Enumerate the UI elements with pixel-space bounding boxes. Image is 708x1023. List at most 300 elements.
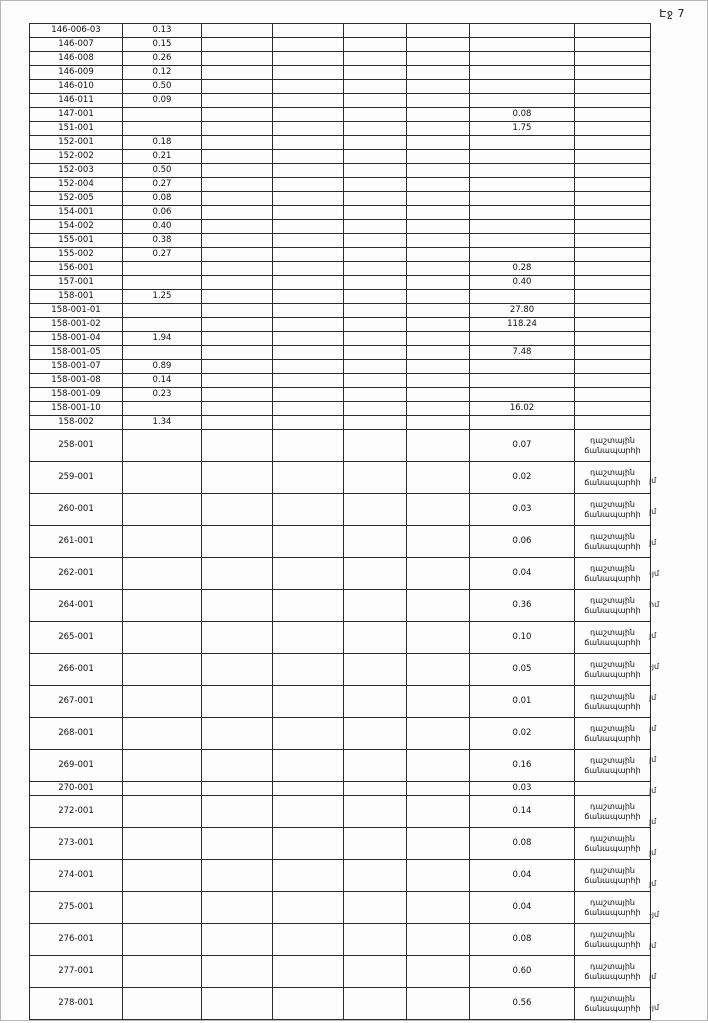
note-line-1: դաշտային [590, 898, 635, 908]
cell-amount [470, 206, 575, 220]
cell-value-2 [202, 290, 273, 304]
cell-value-2 [202, 360, 273, 374]
margin-mark: յմ [649, 941, 657, 950]
cell-value-5 [407, 122, 470, 136]
table-row[interactable] [30, 924, 651, 956]
cell-value-4 [344, 416, 407, 430]
note-line-1: դաշտային [590, 660, 635, 670]
cell-value-3 [273, 206, 344, 220]
margin-mark: յմ [649, 507, 657, 516]
table-row[interactable] [30, 860, 651, 892]
cell-note [575, 374, 651, 388]
cell-amount [470, 94, 575, 108]
cell-note [575, 956, 651, 988]
cell-value-5 [407, 332, 470, 346]
cell-value-5 [407, 52, 470, 66]
cell-amount [470, 150, 575, 164]
cell-value-4 [344, 66, 407, 80]
cell-note [575, 206, 651, 220]
cell-value-3 [273, 290, 344, 304]
cell-code: 268-001 [30, 718, 123, 750]
cell-value-3 [273, 38, 344, 52]
cell-value-4 [344, 332, 407, 346]
cell-value-3 [273, 192, 344, 206]
cell-value-4 [344, 94, 407, 108]
cell-value-1: 0.38 [123, 234, 202, 248]
cell-value-5 [407, 164, 470, 178]
cell-value-3 [273, 262, 344, 276]
table-row[interactable] [30, 192, 651, 206]
cell-value-3 [273, 122, 344, 136]
table-row[interactable] [30, 38, 651, 52]
cell-note [575, 108, 651, 122]
cell-value-3 [273, 276, 344, 290]
table-row[interactable] [30, 988, 651, 1020]
cell-value-3 [273, 686, 344, 718]
cell-value-1 [123, 318, 202, 332]
cell-note [575, 38, 651, 52]
cell-code: 259-001 [30, 462, 123, 494]
cell-value-3 [273, 494, 344, 526]
cell-value-2 [202, 654, 273, 686]
cell-value-3 [273, 66, 344, 80]
cell-amount: 0.01 [470, 686, 575, 718]
cell-value-3 [273, 718, 344, 750]
note-line-1: դաշտային [590, 628, 635, 638]
cell-value-4 [344, 374, 407, 388]
margin-mark: յմ [649, 786, 657, 795]
note-line-2: ճանապարհի [584, 541, 641, 551]
cell-code: 146-007 [30, 38, 123, 52]
table-row[interactable] [30, 304, 651, 318]
table-row[interactable] [30, 108, 651, 122]
cell-value-3 [273, 416, 344, 430]
cell-amount [470, 80, 575, 94]
cell-value-2 [202, 782, 273, 796]
cell-value-4 [344, 346, 407, 360]
table-row[interactable] [30, 150, 651, 164]
cell-value-4 [344, 318, 407, 332]
table-row[interactable] [30, 234, 651, 248]
cell-value-5 [407, 206, 470, 220]
cell-amount [470, 52, 575, 66]
cell-note [575, 526, 651, 558]
cell-value-4 [344, 796, 407, 828]
cell-code: 152-001 [30, 136, 123, 150]
table-row[interactable] [30, 52, 651, 66]
cell-value-5 [407, 150, 470, 164]
cell-code: 152-003 [30, 164, 123, 178]
cell-amount: 16.02 [470, 402, 575, 416]
cell-value-2 [202, 66, 273, 80]
cell-value-4 [344, 388, 407, 402]
note-line-2: ճանապարհի [584, 637, 641, 647]
cell-code: 158-001-02 [30, 318, 123, 332]
cell-value-4 [344, 178, 407, 192]
cell-value-3 [273, 332, 344, 346]
cell-code: 261-001 [30, 526, 123, 558]
land-registry-table-container [29, 23, 642, 1020]
cell-value-3 [273, 304, 344, 318]
note-line-1: դաշտային [590, 692, 635, 702]
table-row[interactable] [30, 388, 651, 402]
cell-amount [470, 66, 575, 80]
cell-note [575, 416, 651, 430]
table-row[interactable] [30, 374, 651, 388]
cell-value-3 [273, 782, 344, 796]
cell-amount: 0.14 [470, 796, 575, 828]
table-row[interactable] [30, 654, 651, 686]
cell-value-4 [344, 828, 407, 860]
cell-amount: 0.28 [470, 262, 575, 276]
cell-value-4 [344, 220, 407, 234]
cell-value-4 [344, 590, 407, 622]
note-line-1: դաշտային [590, 500, 635, 510]
cell-note [575, 718, 651, 750]
table-row[interactable] [30, 796, 651, 828]
cell-value-2 [202, 892, 273, 924]
cell-value-4 [344, 192, 407, 206]
cell-value-5 [407, 24, 470, 38]
table-row[interactable] [30, 686, 651, 718]
cell-value-2 [202, 38, 273, 52]
cell-value-2 [202, 150, 273, 164]
cell-code: 260-001 [30, 494, 123, 526]
margin-mark: յմ [649, 848, 657, 857]
cell-code: 267-001 [30, 686, 123, 718]
cell-value-3 [273, 558, 344, 590]
table-row[interactable] [30, 164, 651, 178]
cell-value-3 [273, 220, 344, 234]
cell-value-3 [273, 654, 344, 686]
table-row[interactable] [30, 206, 651, 220]
margin-mark: -յմ [649, 1003, 660, 1012]
cell-amount: 0.16 [470, 750, 575, 782]
cell-value-3 [273, 924, 344, 956]
cell-value-1: 0.13 [123, 24, 202, 38]
cell-value-5 [407, 718, 470, 750]
cell-value-4 [344, 150, 407, 164]
cell-value-5 [407, 178, 470, 192]
table-row[interactable] [30, 558, 651, 590]
cell-note [575, 94, 651, 108]
cell-value-5 [407, 590, 470, 622]
cell-note [575, 136, 651, 150]
cell-code: 158-001-08 [30, 374, 123, 388]
cell-value-1: 0.50 [123, 164, 202, 178]
cell-value-4 [344, 24, 407, 38]
cell-value-5 [407, 108, 470, 122]
table-row[interactable] [30, 360, 651, 374]
margin-mark: յմ [649, 755, 657, 764]
table-row[interactable] [30, 494, 651, 526]
cell-value-4 [344, 924, 407, 956]
cell-value-2 [202, 750, 273, 782]
cell-value-3 [273, 178, 344, 192]
cell-amount: 0.04 [470, 892, 575, 924]
cell-value-1 [123, 494, 202, 526]
cell-value-4 [344, 956, 407, 988]
cell-value-1: 1.25 [123, 290, 202, 304]
note-line-2: ճանապարհի [584, 573, 641, 583]
note-line-1: դաշտային [590, 802, 635, 812]
cell-code: 275-001 [30, 892, 123, 924]
cell-value-4 [344, 750, 407, 782]
table-row[interactable] [30, 220, 651, 234]
table-row[interactable] [30, 332, 651, 346]
margin-mark: յմ [649, 693, 657, 702]
cell-note [575, 192, 651, 206]
note-line-2: ճանապարհի [584, 875, 641, 885]
cell-value-3 [273, 388, 344, 402]
cell-amount [470, 248, 575, 262]
cell-code: 146-011 [30, 94, 123, 108]
margin-mark: -յմ [649, 910, 660, 919]
table-row[interactable] [30, 718, 651, 750]
cell-amount: 0.03 [470, 782, 575, 796]
cell-note [575, 80, 651, 94]
cell-value-5 [407, 388, 470, 402]
table-row[interactable] [30, 122, 651, 136]
cell-value-1 [123, 622, 202, 654]
cell-amount: 0.05 [470, 654, 575, 686]
cell-value-2 [202, 332, 273, 346]
cell-value-2 [202, 136, 273, 150]
cell-value-3 [273, 430, 344, 462]
cell-value-1 [123, 654, 202, 686]
cell-note [575, 988, 651, 1020]
land-registry-table [29, 23, 651, 1020]
cell-value-2 [202, 108, 273, 122]
cell-code: 158-001-09 [30, 388, 123, 402]
cell-value-4 [344, 360, 407, 374]
cell-value-2 [202, 248, 273, 262]
cell-code: 146-008 [30, 52, 123, 66]
cell-value-1 [123, 590, 202, 622]
cell-value-3 [273, 828, 344, 860]
table-row[interactable] [30, 276, 651, 290]
cell-amount: 0.04 [470, 860, 575, 892]
cell-value-3 [273, 796, 344, 828]
table-row[interactable] [30, 622, 651, 654]
cell-value-4 [344, 248, 407, 262]
cell-value-5 [407, 66, 470, 80]
cell-value-3 [273, 94, 344, 108]
note-line-1: դաշտային [590, 724, 635, 734]
cell-note [575, 430, 651, 462]
cell-value-2 [202, 828, 273, 860]
cell-value-1 [123, 956, 202, 988]
note-line-1: դաշտային [590, 596, 635, 606]
table-row[interactable] [30, 94, 651, 108]
cell-note [575, 892, 651, 924]
cell-value-4 [344, 686, 407, 718]
table-row[interactable] [30, 24, 651, 38]
table-row[interactable] [30, 750, 651, 782]
cell-note [575, 318, 651, 332]
cell-value-4 [344, 262, 407, 276]
note-line-2: ճանապարհի [584, 669, 641, 679]
cell-note [575, 654, 651, 686]
table-row[interactable] [30, 262, 651, 276]
cell-value-5 [407, 750, 470, 782]
note-line-2: ճանապարհի [584, 477, 641, 487]
cell-value-3 [273, 248, 344, 262]
cell-value-1 [123, 988, 202, 1020]
table-row[interactable] [30, 318, 651, 332]
cell-value-2 [202, 860, 273, 892]
cell-value-1: 0.06 [123, 206, 202, 220]
cell-value-4 [344, 290, 407, 304]
table-row[interactable] [30, 956, 651, 988]
cell-value-4 [344, 526, 407, 558]
cell-value-4 [344, 860, 407, 892]
cell-code: 146-009 [30, 66, 123, 80]
cell-code: 274-001 [30, 860, 123, 892]
table-row[interactable] [30, 178, 651, 192]
cell-value-2 [202, 234, 273, 248]
cell-value-3 [273, 234, 344, 248]
table-row[interactable] [30, 80, 651, 94]
cell-value-2 [202, 206, 273, 220]
cell-value-4 [344, 782, 407, 796]
cell-amount: 0.02 [470, 462, 575, 494]
cell-amount: 0.08 [470, 108, 575, 122]
cell-amount: 118.24 [470, 318, 575, 332]
cell-note [575, 360, 651, 374]
cell-value-3 [273, 108, 344, 122]
cell-note [575, 248, 651, 262]
cell-value-2 [202, 924, 273, 956]
table-row[interactable] [30, 248, 651, 262]
table-row[interactable] [30, 590, 651, 622]
cell-value-3 [273, 374, 344, 388]
cell-value-1 [123, 750, 202, 782]
cell-value-1 [123, 108, 202, 122]
table-row[interactable] [30, 136, 651, 150]
cell-value-4 [344, 136, 407, 150]
note-line-2: ճանապարհի [584, 1003, 641, 1013]
table-row[interactable] [30, 892, 651, 924]
cell-amount: 0.02 [470, 718, 575, 750]
cell-value-5 [407, 654, 470, 686]
cell-value-2 [202, 956, 273, 988]
cell-amount: 0.08 [470, 924, 575, 956]
cell-value-1: 0.09 [123, 94, 202, 108]
cell-amount: 0.07 [470, 430, 575, 462]
cell-value-3 [273, 956, 344, 988]
table-row[interactable] [30, 290, 651, 304]
cell-code: 264-001 [30, 590, 123, 622]
note-line-1: դաշտային [590, 436, 635, 446]
cell-value-3 [273, 52, 344, 66]
cell-value-3 [273, 136, 344, 150]
cell-value-1: 0.89 [123, 360, 202, 374]
cell-amount [470, 234, 575, 248]
cell-note [575, 494, 651, 526]
cell-note [575, 402, 651, 416]
cell-note [575, 590, 651, 622]
cell-value-5 [407, 80, 470, 94]
cell-value-1: 0.40 [123, 220, 202, 234]
cell-note [575, 332, 651, 346]
cell-value-1: 0.21 [123, 150, 202, 164]
cell-code: 154-002 [30, 220, 123, 234]
cell-value-5 [407, 220, 470, 234]
margin-mark: -յմ [649, 569, 660, 578]
cell-value-1: 0.08 [123, 192, 202, 206]
table-row[interactable] [30, 66, 651, 80]
cell-value-1: 0.27 [123, 248, 202, 262]
cell-value-1: 0.23 [123, 388, 202, 402]
cell-amount [470, 374, 575, 388]
note-line-1: դաշտային [590, 930, 635, 940]
table-row[interactable] [30, 346, 651, 360]
cell-note [575, 622, 651, 654]
cell-value-1 [123, 558, 202, 590]
table-row[interactable] [30, 828, 651, 860]
table-row[interactable] [30, 526, 651, 558]
table-row[interactable] [30, 430, 651, 462]
cell-value-1: 0.27 [123, 178, 202, 192]
cell-code: 152-004 [30, 178, 123, 192]
margin-mark: յմ [649, 724, 657, 733]
cell-amount: 0.03 [470, 494, 575, 526]
cell-code: 273-001 [30, 828, 123, 860]
table-row[interactable] [30, 416, 651, 430]
cell-note [575, 234, 651, 248]
cell-amount [470, 192, 575, 206]
cell-amount [470, 164, 575, 178]
cell-value-2 [202, 988, 273, 1020]
cell-code: 258-001 [30, 430, 123, 462]
cell-value-4 [344, 654, 407, 686]
cell-amount [470, 360, 575, 374]
cell-code: 278-001 [30, 988, 123, 1020]
cell-value-1 [123, 402, 202, 416]
cell-value-3 [273, 346, 344, 360]
cell-value-2 [202, 164, 273, 178]
cell-value-5 [407, 526, 470, 558]
cell-value-4 [344, 108, 407, 122]
cell-amount [470, 38, 575, 52]
cell-code: 158-001-04 [30, 332, 123, 346]
note-line-1: դաշտային [590, 564, 635, 574]
table-row[interactable] [30, 782, 651, 796]
cell-value-5 [407, 828, 470, 860]
cell-code: 158-001-05 [30, 346, 123, 360]
cell-amount: 0.40 [470, 276, 575, 290]
cell-amount [470, 290, 575, 304]
cell-code: 276-001 [30, 924, 123, 956]
cell-note [575, 290, 651, 304]
cell-value-5 [407, 686, 470, 718]
cell-value-5 [407, 290, 470, 304]
cell-code: 155-001 [30, 234, 123, 248]
cell-note [575, 178, 651, 192]
cell-value-3 [273, 860, 344, 892]
cell-value-5 [407, 276, 470, 290]
cell-value-2 [202, 402, 273, 416]
cell-value-2 [202, 590, 273, 622]
cell-note [575, 796, 651, 828]
table-row[interactable] [30, 402, 651, 416]
cell-value-5 [407, 988, 470, 1020]
cell-note [575, 220, 651, 234]
cell-code: 151-001 [30, 122, 123, 136]
cell-value-5 [407, 248, 470, 262]
table-row[interactable] [30, 462, 651, 494]
